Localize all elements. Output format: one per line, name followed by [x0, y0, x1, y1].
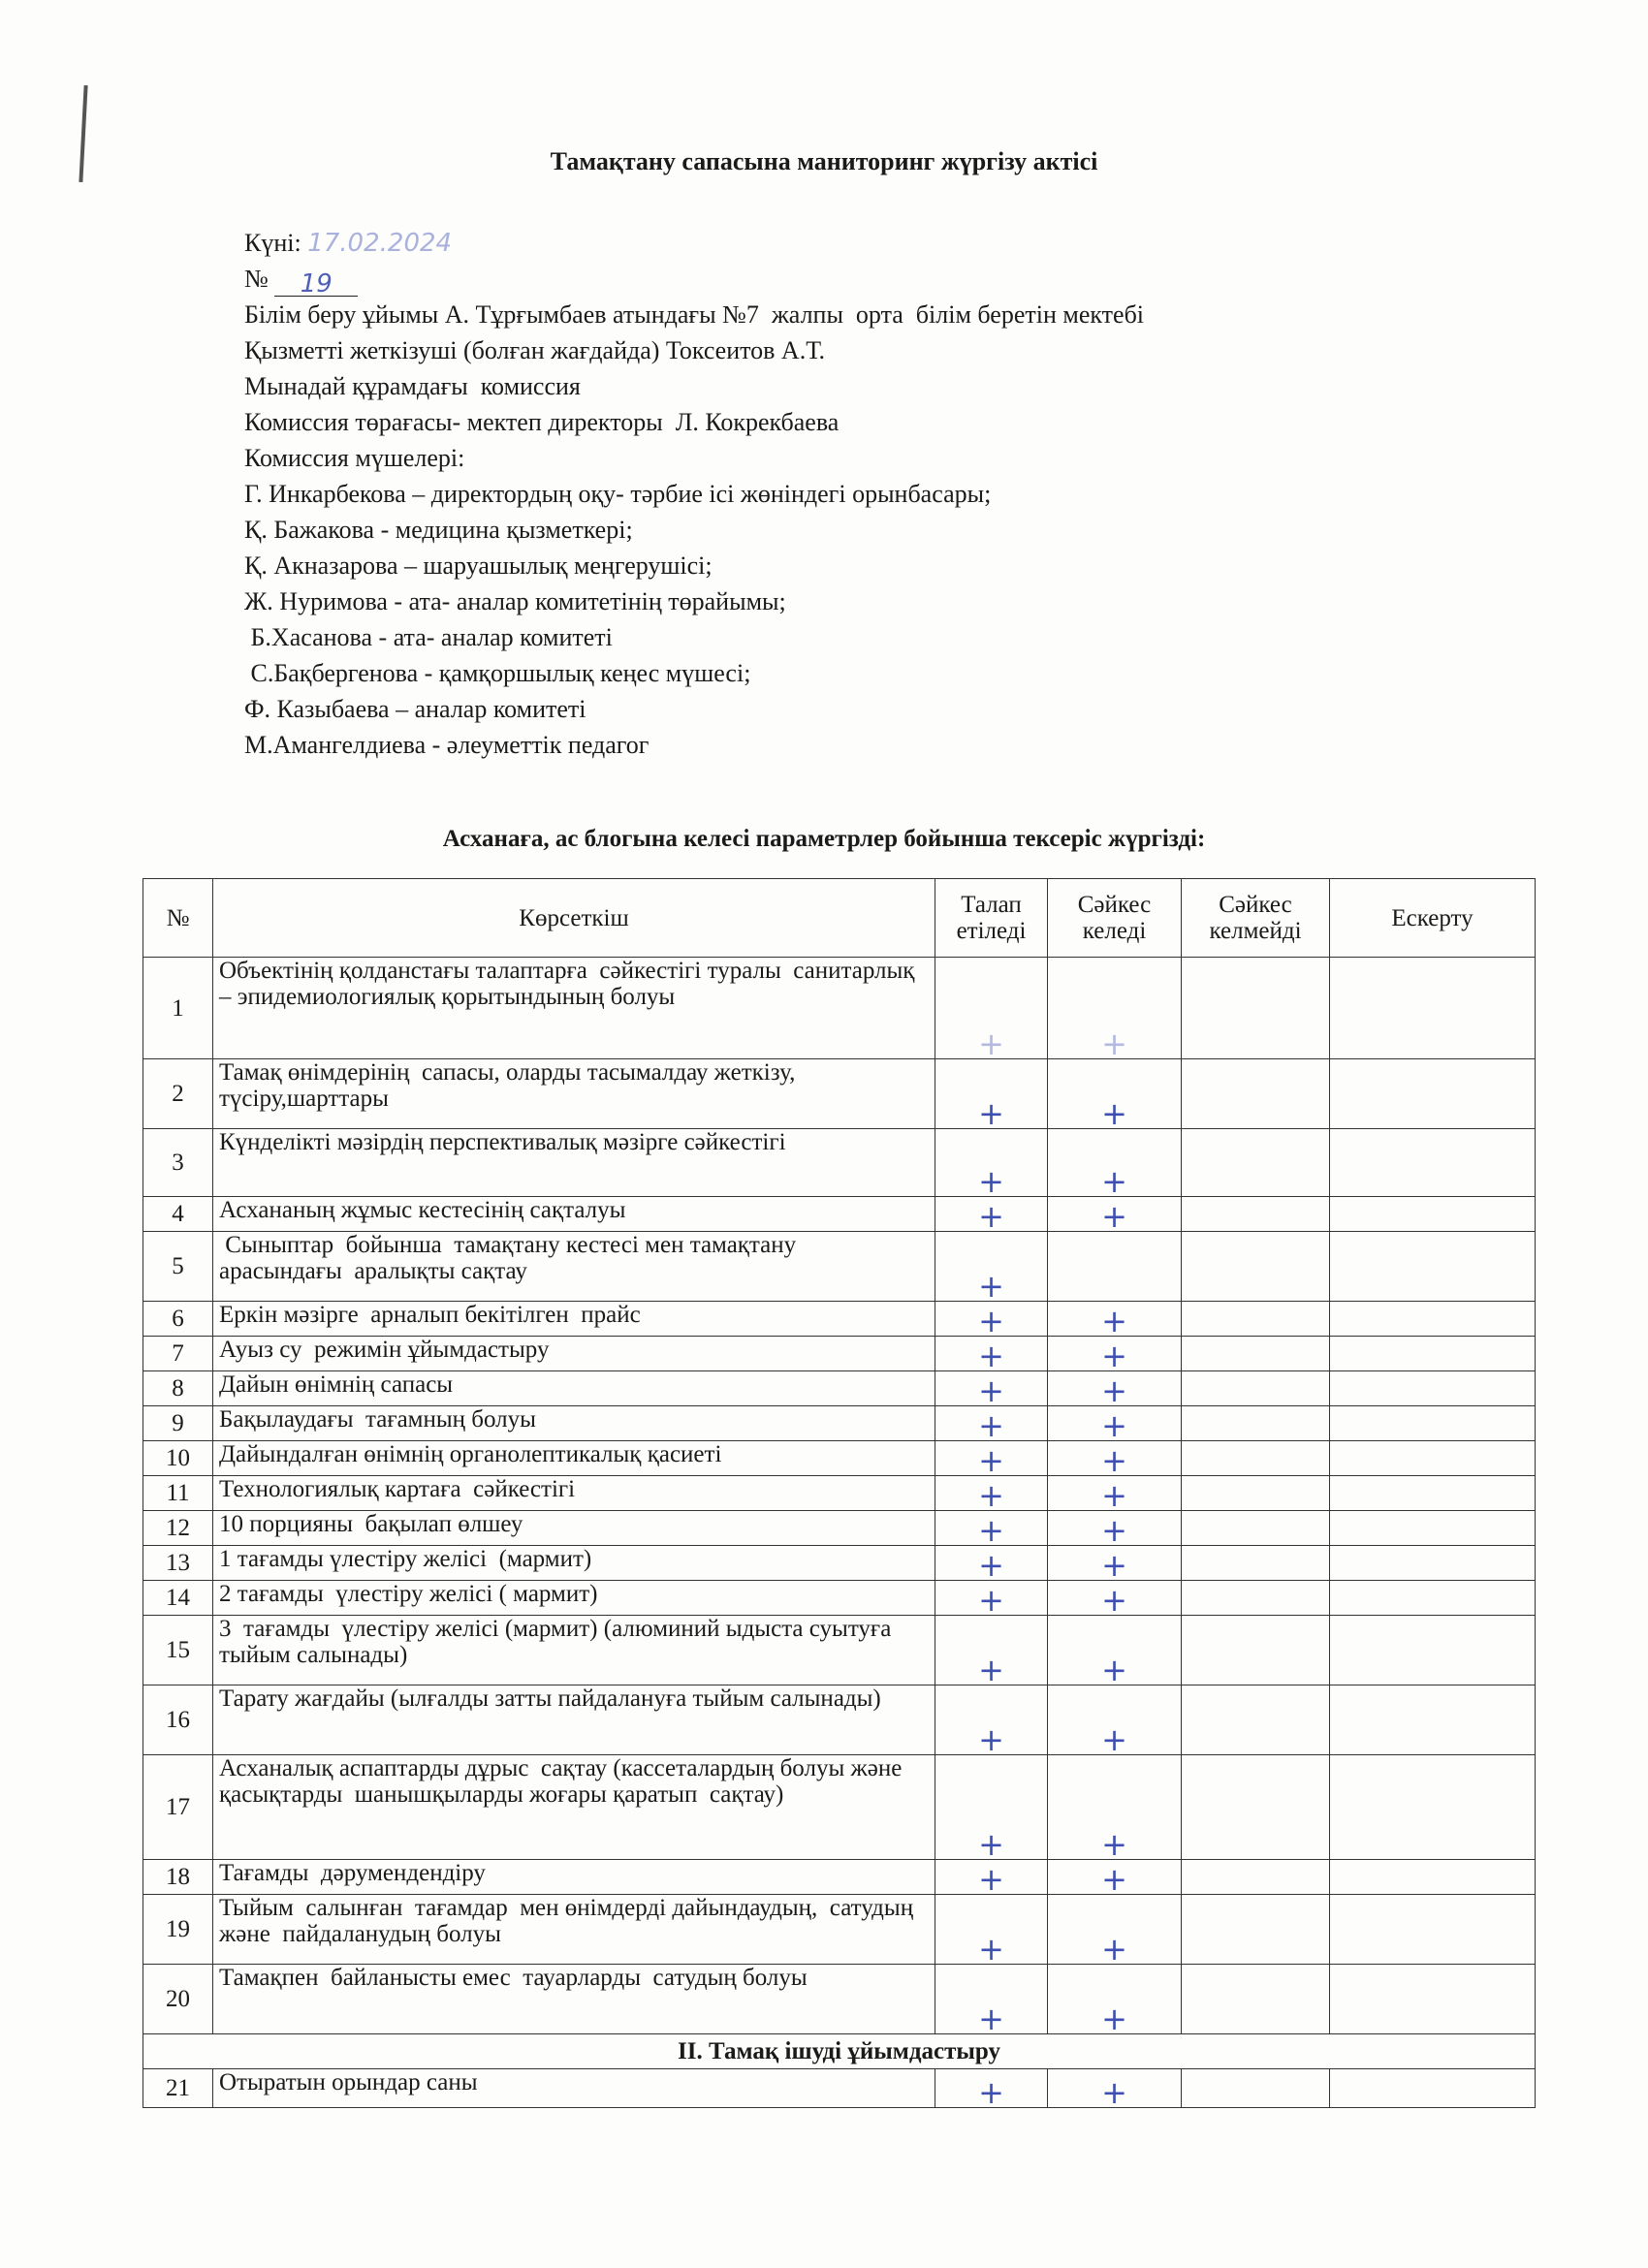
note-cell [1330, 1685, 1536, 1755]
info-line: Қ. Бажакова - медицина қызметкері; [244, 516, 633, 544]
row-number: 21 [143, 2069, 213, 2108]
compliant-mark: + [1048, 1371, 1182, 1406]
table-row [143, 1965, 1536, 2034]
required-mark: + [935, 958, 1048, 1059]
required-mark: + [935, 1616, 1048, 1685]
note-cell [1330, 958, 1536, 1059]
table-row [143, 1581, 1536, 1616]
compliant-mark: + [1048, 1059, 1182, 1129]
row-indicator: Дайын өнімнің сапасы [213, 1371, 935, 1406]
table-row [143, 958, 1536, 1059]
note-cell [1330, 1860, 1536, 1895]
col-header-note: Ескерту [1330, 879, 1536, 958]
noncompliant-cell [1182, 1337, 1330, 1371]
note-cell [1330, 1406, 1536, 1441]
noncompliant-cell [1182, 1232, 1330, 1302]
table-row [143, 1371, 1536, 1406]
row-indicator: Бақылаудағы тағамның болуы [213, 1406, 935, 1441]
required-mark: + [935, 2069, 1048, 2108]
noncompliant-cell [1182, 1965, 1330, 2034]
row-indicator: 10 порцияны бақылап өлшеу [213, 1511, 935, 1546]
note-cell [1330, 1337, 1536, 1371]
noncompliant-cell [1182, 1197, 1330, 1232]
table-row [143, 1232, 1536, 1302]
row-number: 16 [143, 1685, 213, 1755]
row-number: 20 [143, 1965, 213, 2034]
note-cell [1330, 1371, 1536, 1406]
compliant-mark: + [1048, 1197, 1182, 1232]
row-indicator: Технологиялық картаға сәйкестігі [213, 1476, 935, 1511]
required-mark: + [935, 1546, 1048, 1581]
row-indicator: Отыратын орындар саны [213, 2069, 935, 2108]
row-number: 13 [143, 1546, 213, 1581]
row-number: 5 [143, 1232, 213, 1302]
compliant-mark: + [1048, 1406, 1182, 1441]
row-indicator: 3 тағамды үлестіру желісі (мармит) (алюминий ыдыста суытуға тыйым салынады) [213, 1616, 935, 1685]
required-mark: + [935, 1302, 1048, 1337]
row-indicator: Тыйым салынған тағамдар мен өнімдерді дайындаудың, сатудың және пайдаланудың болуы [213, 1895, 935, 1965]
row-indicator: Дайындалған өнімнің органолептикалық қасиеті [213, 1441, 935, 1476]
compliant-mark: + [1048, 1302, 1182, 1337]
note-cell [1330, 1197, 1536, 1232]
subheader-title: ІІ. Тамақ ішуді ұйымдастыру [143, 2034, 1536, 2069]
row-number: 4 [143, 1197, 213, 1232]
info-line: Г. Инкарбекова – директордың оқу- тәрбие ісі жөніндегі орынбасары; [244, 480, 992, 508]
row-number: 10 [143, 1441, 213, 1476]
row-number: 1 [143, 958, 213, 1059]
row-number: 2 [143, 1059, 213, 1129]
noncompliant-cell [1182, 958, 1330, 1059]
note-cell [1330, 1755, 1536, 1860]
noncompliant-cell [1182, 1546, 1330, 1581]
row-number: 14 [143, 1581, 213, 1616]
row-number: 15 [143, 1616, 213, 1685]
row-number: 18 [143, 1860, 213, 1895]
table-row [143, 1197, 1536, 1232]
compliant-mark: + [1048, 1581, 1182, 1616]
date-handwritten: 17.02.2024 [307, 229, 453, 258]
noncompliant-cell [1182, 1059, 1330, 1129]
row-number: 6 [143, 1302, 213, 1337]
note-cell [1330, 2069, 1536, 2108]
table-row [143, 1406, 1536, 1441]
info-line: С.Бақбергенова - қамқоршылық кеңес мүшесі; [244, 659, 751, 687]
info-line: Қ. Акназарова – шаруашылық меңгерушісі; [244, 551, 713, 580]
compliant-mark: + [1048, 958, 1182, 1059]
required-mark: + [935, 1232, 1048, 1302]
note-cell [1330, 1302, 1536, 1337]
row-indicator: Ауыз су режимін ұйымдастыру [213, 1337, 935, 1371]
table-row [143, 1337, 1536, 1371]
noncompliant-cell [1182, 1755, 1330, 1860]
table-row [143, 1616, 1536, 1685]
noncompliant-cell [1182, 1371, 1330, 1406]
document-header [244, 225, 1145, 759]
col-header-compliant: Сәйкес келеді [1048, 879, 1182, 958]
compliant-mark: + [1048, 1337, 1182, 1371]
note-cell [1330, 1616, 1536, 1685]
required-mark: + [935, 1197, 1048, 1232]
required-mark: + [935, 1441, 1048, 1476]
row-indicator: Объектінің қолданстағы талаптарға сәйкестігі туралы санитарлық – эпидемиологиялық қорытындының болуы [213, 958, 935, 1059]
required-mark: + [935, 1755, 1048, 1860]
table-row [143, 2069, 1536, 2108]
table-row [143, 1059, 1536, 1129]
col-header-noncompliant: Сәйкес келмейді [1182, 879, 1330, 958]
note-cell [1330, 1232, 1536, 1302]
compliant-mark: + [1048, 1129, 1182, 1197]
row-indicator: Сыныптар бойынша тамақтану кестесі мен тамақтану арасындағы аралықты сақтау [213, 1232, 935, 1302]
noncompliant-cell [1182, 1476, 1330, 1511]
note-cell [1330, 1546, 1536, 1581]
table-row [143, 1546, 1536, 1581]
row-indicator: Еркін мәзірге арналып бекітілген прайс [213, 1302, 935, 1337]
info-line: Ф. Казыбаева – аналар комитеті [244, 695, 586, 723]
row-number: 12 [143, 1511, 213, 1546]
table-row [143, 1511, 1536, 1546]
col-header-number: № [143, 879, 213, 958]
row-number: 7 [143, 1337, 213, 1371]
noncompliant-cell [1182, 1406, 1330, 1441]
table-header-row [143, 879, 1536, 958]
noncompliant-cell [1182, 1302, 1330, 1337]
row-number: 17 [143, 1755, 213, 1860]
table-row [143, 1302, 1536, 1337]
row-indicator: Асханалық аспаптарды дұрыс сақтау (кассеталардың болуы және қасықтарды шанышқыларды жоғары қаратып сақтау) [213, 1755, 935, 1860]
note-cell [1330, 1476, 1536, 1511]
row-number: 9 [143, 1406, 213, 1441]
compliant-mark: + [1048, 1965, 1182, 2034]
noncompliant-cell [1182, 1581, 1330, 1616]
info-line: Мынадай құрамдағы комиссия [244, 372, 581, 400]
required-mark: + [935, 1129, 1048, 1197]
row-indicator: Күнделікті мәзірдің перспективалық мәзірге сәйкестігі [213, 1129, 935, 1197]
table-row [143, 1755, 1536, 1860]
date-label: Күні: [244, 229, 301, 257]
required-mark: + [935, 1371, 1048, 1406]
required-mark: + [935, 1476, 1048, 1511]
required-mark: + [935, 1685, 1048, 1755]
info-line: Қызметті жеткізуші (болған жағдайда) Токсеитов А.Т. [244, 336, 825, 364]
row-number: 19 [143, 1895, 213, 1965]
row-indicator: Тамақ өнімдерінің сапасы, оларды тасымалдау жеткізу, түсіру,шарттары [213, 1059, 935, 1129]
compliant-mark: + [1048, 1685, 1182, 1755]
table-row [143, 1895, 1536, 1965]
required-mark: + [935, 1860, 1048, 1895]
noncompliant-cell [1182, 1685, 1330, 1755]
row-indicator: Тағамды дәрумендендіру [213, 1860, 935, 1895]
compliant-mark: + [1048, 2069, 1182, 2108]
row-indicator: 2 тағамды үлестіру желісі ( мармит) [213, 1581, 935, 1616]
compliant-mark: + [1048, 1755, 1182, 1860]
compliant-mark: + [1048, 1546, 1182, 1581]
col-header-indicator: Көрсеткіш [213, 879, 935, 958]
number-handwritten: 19 [274, 267, 358, 297]
note-cell [1330, 1965, 1536, 2034]
compliant-mark: + [1048, 1860, 1182, 1895]
note-cell [1330, 1581, 1536, 1616]
info-lines [244, 297, 1145, 759]
noncompliant-cell [1182, 1860, 1330, 1895]
note-cell [1330, 1441, 1536, 1476]
info-line: Ж. Нуримова - ата- аналар комитетінің төрайымы; [244, 587, 786, 615]
inspection-table [143, 878, 1536, 2111]
noncompliant-cell [1182, 2069, 1330, 2108]
number-line [244, 261, 1144, 297]
compliant-mark: + [1048, 1616, 1182, 1685]
noncompliant-cell [1182, 1511, 1330, 1546]
noncompliant-cell [1182, 1441, 1330, 1476]
row-number: 3 [143, 1129, 213, 1197]
subheader-row [143, 2034, 1536, 2069]
note-cell [1330, 1895, 1536, 1965]
compliant-mark: + [1048, 1895, 1182, 1965]
table-body [143, 958, 1536, 2111]
required-mark: + [935, 1059, 1048, 1129]
table-row [143, 1685, 1536, 1755]
noncompliant-cell [1182, 1895, 1330, 1965]
number-label: № [244, 265, 269, 293]
row-indicator: 1 тағамды үлестіру желісі (мармит) [213, 1546, 935, 1581]
table-row [143, 1476, 1536, 1511]
date-line [244, 225, 1144, 261]
required-mark: + [935, 1511, 1048, 1546]
table-row [143, 1860, 1536, 1895]
note-cell [1330, 1511, 1536, 1546]
row-indicator: Тарату жағдайы (ылғалды затты пайдалануға тыйым салынады) [213, 1685, 935, 1755]
row-indicator: Тамақпен байланысты емес тауарларды сатудың болуы [213, 1965, 935, 2034]
required-mark: + [935, 1895, 1048, 1965]
compliant-mark: + [1048, 1441, 1182, 1476]
info-line: Комиссия мүшелері: [244, 444, 465, 472]
required-mark: + [935, 1406, 1048, 1441]
row-number: 8 [143, 1371, 213, 1406]
required-mark: + [935, 1337, 1048, 1371]
required-mark: + [935, 1965, 1048, 2034]
table-row [143, 1441, 1536, 1476]
info-line: М.Амангелдиева - әлеуметтік педагог [244, 731, 650, 759]
info-line: Б.Хасанова - ата- аналар комитеті [244, 623, 613, 651]
compliant-mark: + [1048, 1511, 1182, 1546]
table-row [143, 1129, 1536, 1197]
info-line: Комиссия төрағасы- мектеп директоры Л. Кокрекбаева [244, 408, 840, 436]
document-title: Тамақтану сапасына маниторинг жүргізу актісі [550, 147, 1098, 175]
info-line: Білім беру ұйымы А. Тұрғымбаев атындағы №7 жалпы орта білім беретін мектебі [244, 300, 1145, 329]
compliant-mark [1048, 1232, 1182, 1302]
noncompliant-cell [1182, 1129, 1330, 1197]
row-indicator: Асхананың жұмыс кестесінің сақталуы [213, 1197, 935, 1232]
row-number: 11 [143, 1476, 213, 1511]
col-header-required: Талап етіледі [935, 879, 1048, 958]
required-mark: + [935, 1581, 1048, 1616]
section-title: Асханаға, ас блогына келесі параметрлер бойынша тексеріс жүргізді: [442, 826, 1206, 852]
note-cell [1330, 1059, 1536, 1129]
note-cell [1330, 1129, 1536, 1197]
compliant-mark: + [1048, 1476, 1182, 1511]
noncompliant-cell [1182, 1616, 1330, 1685]
